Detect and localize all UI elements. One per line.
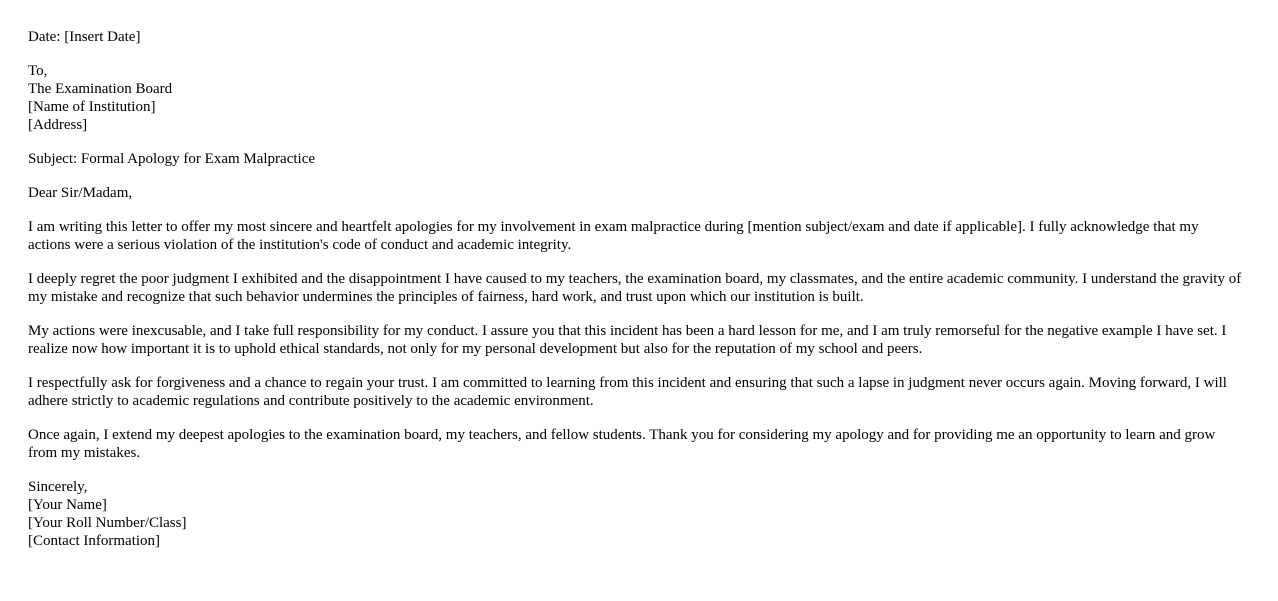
body-paragraph-2: I deeply regret the poor judgment I exhibited and the disappointment I have caused to my teachers, the examination board, my classmates, and the entire academic community. I understand the gravity of my mistake and recognize that such behavior undermines the principles of fairness, hard work, and trust upon which our institution is built. xyxy=(28,271,1242,305)
letter-subject: Subject: Formal Apology for Exam Malpractice xyxy=(28,151,316,167)
body-paragraph-5: Once again, I extend my deepest apologies to the examination board, my teachers, and fellow students. Thank you for considering my apology and for providing me an opportunity to learn and grow from my mistakes. xyxy=(28,427,1216,461)
body-paragraph-3: My actions were inexcusable, and I take full responsibility for my conduct. I assure you that this incident has been a hard lesson for me, and I am truly remorseful for the negative example I have set. I realize now how important it is to uphold ethical standards, not only for my personal development but also for the reputation of my school and peers. xyxy=(28,323,1227,357)
apology-letter xyxy=(28,28,1242,566)
recipient-block xyxy=(28,62,1242,134)
recipient-board: The Examination Board xyxy=(28,81,173,97)
recipient-address: [Address] xyxy=(28,117,88,133)
letter-date: Date: [Insert Date] xyxy=(28,29,141,45)
closing-roll: [Your Roll Number/Class] xyxy=(28,515,187,531)
body-paragraph-1: I am writing this letter to offer my most sincere and heartfelt apologies for my involvement in exam malpractice during [mention subject/exam and date if applicable]. I fully acknowledge that my actions were a serious violation of the institution's code of conduct and academic integrity. xyxy=(28,219,1199,253)
body-paragraph-4: I respectfully ask for forgiveness and a chance to regain your trust. I am committed to learning from this incident and ensuring that such a lapse in judgment never occurs again. Moving forward, I will adhere strictly to academic regulations and contribute positively to the academic environment. xyxy=(28,375,1227,409)
closing-block xyxy=(28,478,1242,550)
letter-greeting: Dear Sir/Madam, xyxy=(28,185,133,201)
closing-sign-off: Sincerely, xyxy=(28,479,88,495)
closing-contact: [Contact Information] xyxy=(28,533,161,549)
recipient-to: To, xyxy=(28,63,48,79)
closing-name: [Your Name] xyxy=(28,497,107,513)
recipient-institution: [Name of Institution] xyxy=(28,99,156,115)
